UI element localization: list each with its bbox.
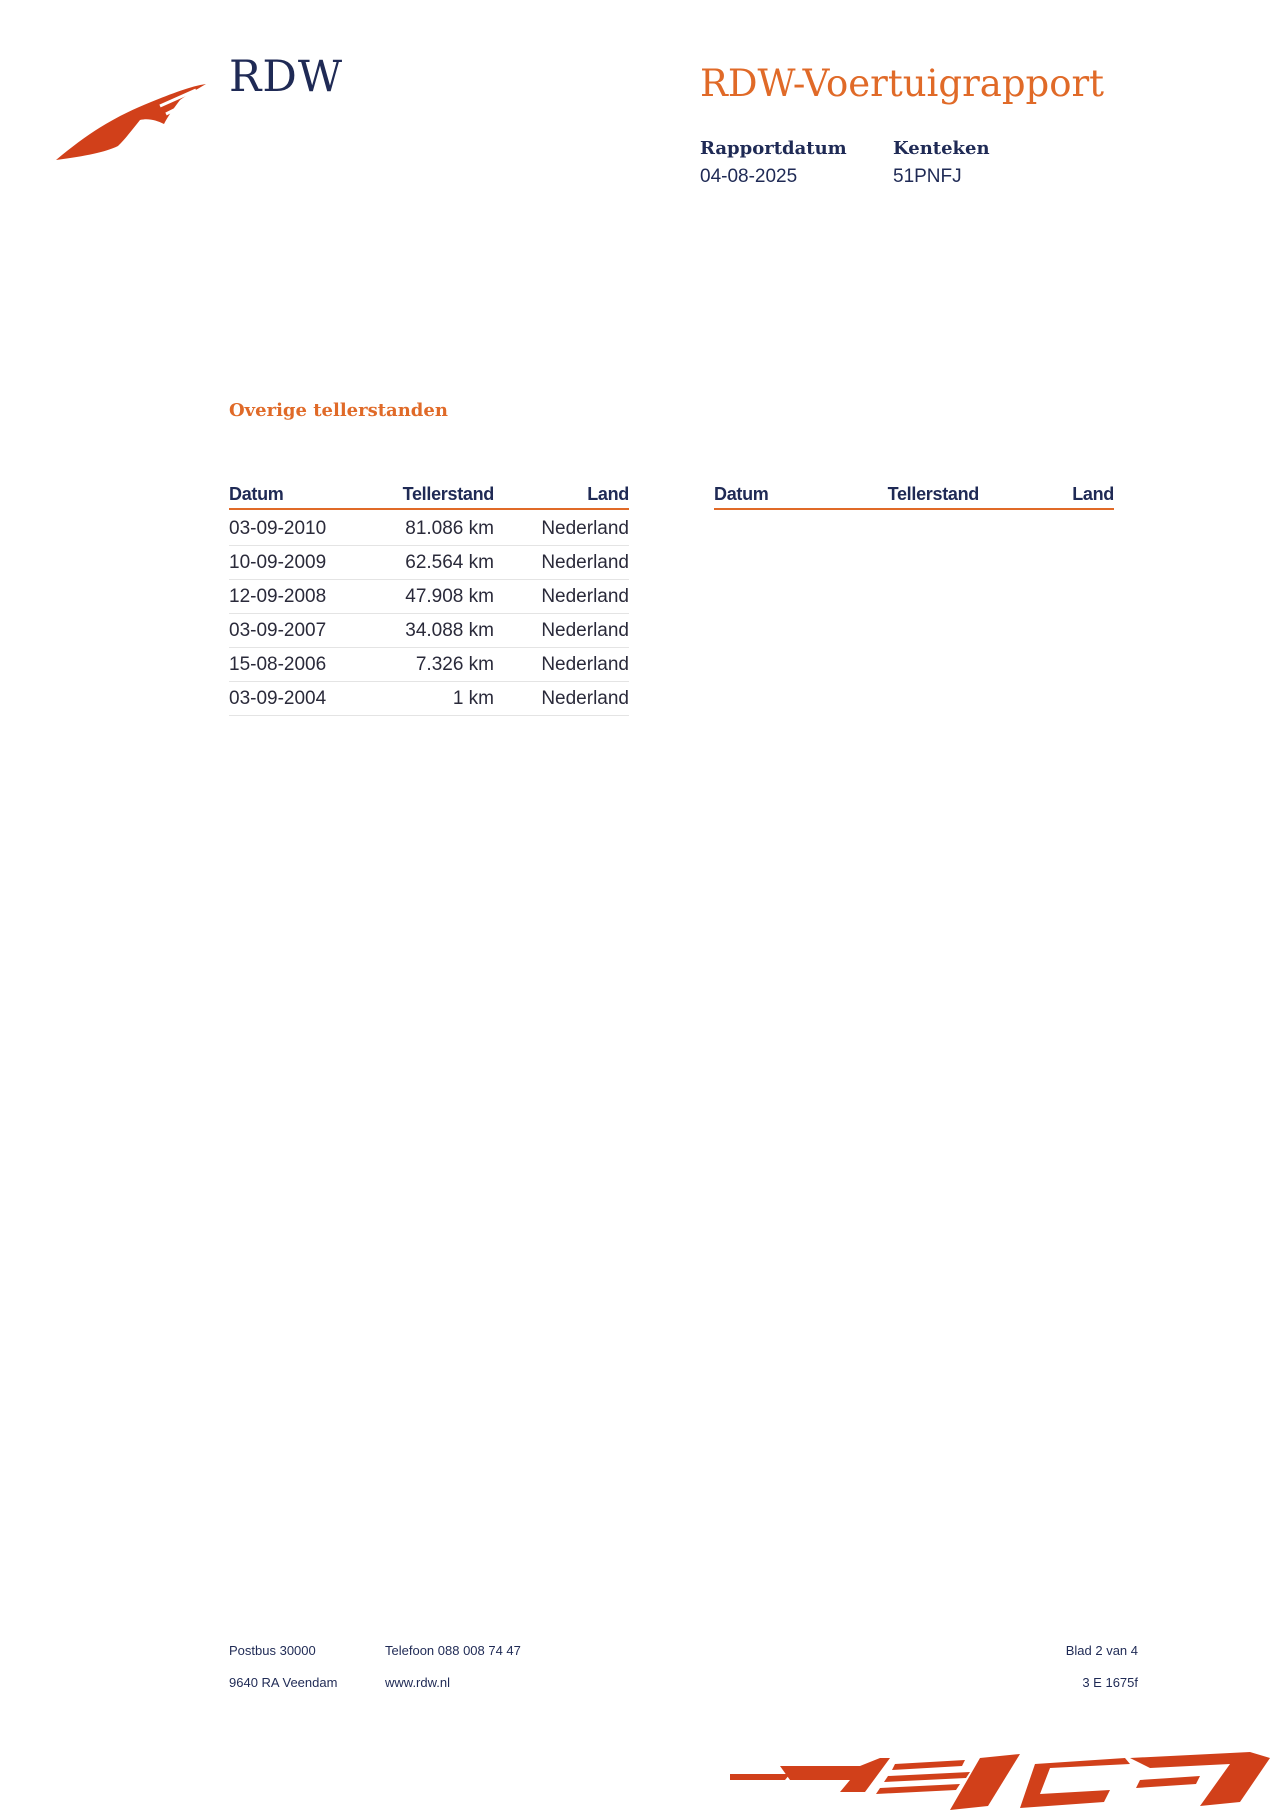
rdw-logo-icon bbox=[56, 80, 206, 162]
column-header-country: Land bbox=[1072, 484, 1114, 504]
odometer-table-left bbox=[229, 484, 629, 716]
table-row bbox=[229, 512, 629, 546]
table-row bbox=[229, 614, 629, 648]
footer-postbus: Postbus 30000 bbox=[229, 1643, 316, 1658]
cell-country: Nederland bbox=[541, 585, 629, 607]
footer-city: 9640 RA Veendam bbox=[229, 1675, 338, 1690]
table-row bbox=[229, 546, 629, 580]
report-date-value: 04-08-2025 bbox=[700, 166, 798, 187]
cell-country: Nederland bbox=[541, 653, 629, 675]
table-row bbox=[229, 682, 629, 716]
footer-phone: Telefoon 088 008 74 47 bbox=[385, 1643, 521, 1658]
footer-website: www.rdw.nl bbox=[385, 1675, 451, 1690]
cell-country: Nederland bbox=[541, 619, 629, 641]
table-header bbox=[229, 484, 629, 510]
cell-date: 12-09-2008 bbox=[229, 585, 327, 607]
cell-country: Nederland bbox=[541, 517, 629, 539]
cell-date: 15-08-2006 bbox=[229, 653, 327, 675]
rdw-logo-text: RDW bbox=[229, 52, 344, 102]
report-title: RDW-Voertuigrapport bbox=[700, 62, 1105, 105]
cell-date: 10-09-2009 bbox=[229, 551, 327, 573]
table-row bbox=[229, 580, 629, 614]
section-title: Overige tellerstanden bbox=[229, 400, 448, 421]
cell-odometer: 47.908 km bbox=[405, 585, 494, 607]
column-header-odometer: Tellerstand bbox=[887, 484, 979, 504]
column-header-odometer: Tellerstand bbox=[402, 484, 494, 504]
cell-odometer: 7.326 km bbox=[415, 653, 494, 675]
column-header-date: Datum bbox=[229, 484, 284, 504]
odometer-table-right bbox=[714, 484, 1114, 510]
footer-document-code: 3 E 1675f bbox=[1082, 1675, 1138, 1690]
cell-odometer: 81.086 km bbox=[405, 517, 494, 539]
column-header-date: Datum bbox=[714, 484, 769, 504]
cell-odometer: 1 km bbox=[452, 687, 494, 709]
license-plate-label: Kenteken bbox=[893, 138, 990, 159]
cell-country: Nederland bbox=[541, 687, 629, 709]
column-header-country: Land bbox=[587, 484, 629, 504]
cell-odometer: 34.088 km bbox=[405, 619, 494, 641]
license-plate-value: 51PNFJ bbox=[893, 166, 962, 187]
report-date-label: Rapportdatum bbox=[700, 138, 847, 159]
cell-date: 03-09-2004 bbox=[229, 687, 327, 709]
speed-stripes-icon bbox=[730, 1744, 1280, 1812]
table-header bbox=[714, 484, 1114, 510]
cell-date: 03-09-2007 bbox=[229, 619, 327, 641]
cell-odometer: 62.564 km bbox=[405, 551, 494, 573]
table-row bbox=[229, 648, 629, 682]
footer-page-number: Blad 2 van 4 bbox=[1065, 1643, 1138, 1658]
cell-date: 03-09-2010 bbox=[229, 517, 327, 539]
cell-country: Nederland bbox=[541, 551, 629, 573]
